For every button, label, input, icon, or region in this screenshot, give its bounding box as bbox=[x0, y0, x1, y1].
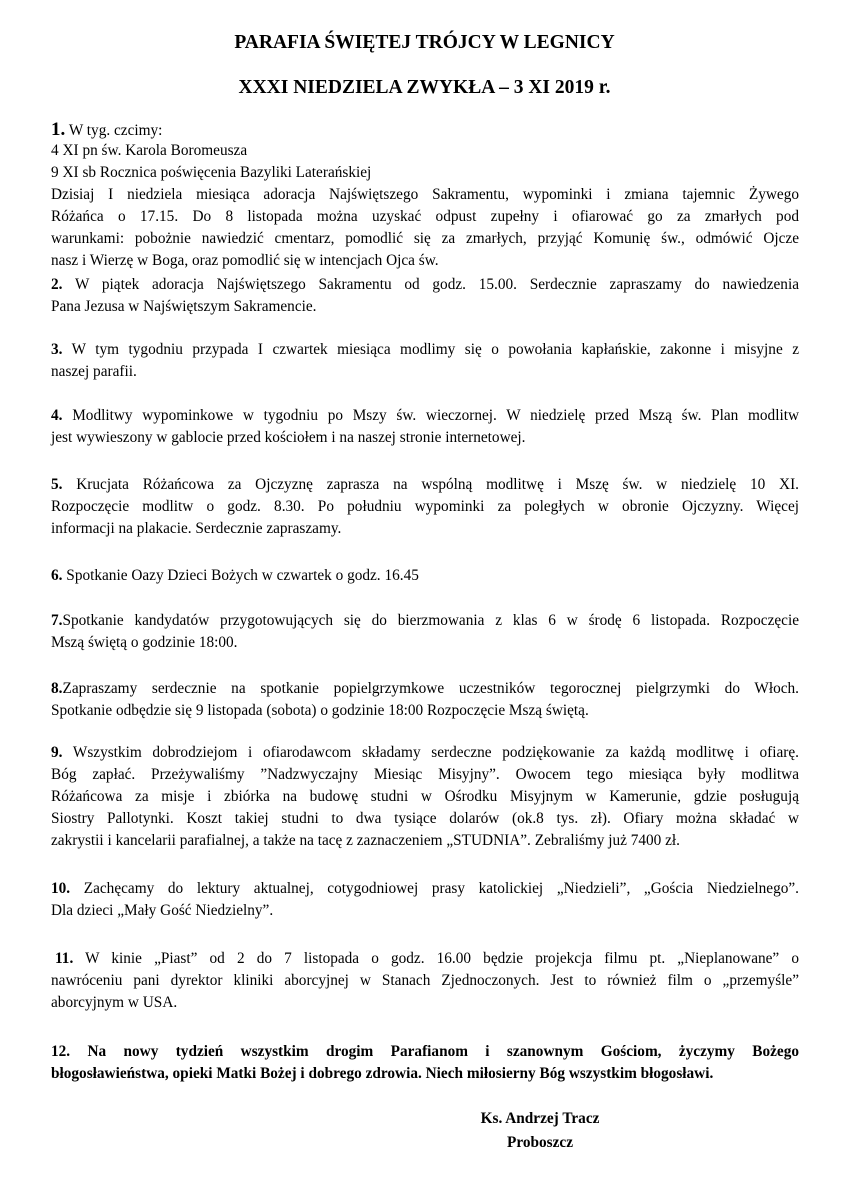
item-1-line-5: Różańca o 17.15. Do 8 listopada można uzyskać odpust zupełny i ofiarować go za zmarłych pod bbox=[51, 208, 799, 225]
signature-role: Proboszcz bbox=[507, 1134, 573, 1151]
item-number: 2. bbox=[51, 276, 63, 293]
item-6-line-1: 6. Spotkanie Oazy Dzieci Bożych w czwartek o godz. 16.45 bbox=[51, 567, 419, 584]
page-title: PARAFIA ŚWIĘTEJ TRÓJCY W LEGNICY bbox=[234, 32, 615, 53]
item-10-line-1: 10. Zachęcamy do lektury aktualnej, cotygodniowej prasy katolickiej „Niedzieli”, „Gościa Niedzielnego”. bbox=[51, 880, 799, 897]
announcement-item-11 bbox=[51, 948, 799, 1014]
announcement-item-5 bbox=[51, 474, 799, 540]
item-10-line-2: Dla dzieci „Mały Gość Niedzielny”. bbox=[51, 902, 274, 919]
item-number: 9. bbox=[51, 744, 63, 761]
announcement-item-12 bbox=[51, 1041, 799, 1085]
item-number: 12. bbox=[51, 1043, 71, 1060]
item-4-line-1: 4. Modlitwy wypominkowe w tygodniu po Mszy św. wieczornej. W niedzielę przed Mszą św. Plan modlitw bbox=[51, 407, 799, 424]
item-number: 10. bbox=[51, 880, 71, 897]
item-9-line-1: 9. Wszystkim dobrodziejom i ofiarodawcom składamy serdeczne podziękowanie za każdą modlitwę i ofiarę. bbox=[51, 744, 799, 761]
item-3-line-1: 3. W tym tygodniu przypada I czwartek miesiąca modlimy się o powołania kapłańskie, zakonne i misyjne z bbox=[51, 341, 799, 358]
item-11-line-2: nawróceniu pani dyrektor kliniki aborcyjnej w Stanach Zjednoczonych. Jest to również film o „przemyśle” bbox=[51, 972, 799, 989]
item-2-line-2: Pana Jezusa w Najświętszym Sakramencie. bbox=[51, 298, 317, 315]
item-11-line-1: 11. W kinie „Piast” od 2 do 7 listopada o godz. 16.00 będzie projekcja filmu pt. „Nieplanowane” o bbox=[55, 950, 799, 967]
item-number: 7. bbox=[51, 612, 63, 629]
item-2-line-1: 2. W piątek adoracja Najświętszego Sakramentu od godz. 15.00. Serdecznie zapraszamy do nawiedzenia bbox=[51, 276, 799, 293]
announcement-item-9 bbox=[51, 742, 799, 852]
item-number: 3. bbox=[51, 341, 63, 358]
announcement-item-8 bbox=[51, 678, 799, 722]
announcement-item-1 bbox=[51, 119, 799, 272]
item-5-line-2: Rozpoczęcie modlitw o godz. 8.30. Po południu wypominki za poległych w obronie Ojczyzny. Więcej bbox=[51, 498, 799, 515]
item-12-line-1: 12. Na nowy tydzień wszystkim drogim Parafianom i szanownym Gościom, życzymy Bożego bbox=[51, 1043, 799, 1060]
item-number: 8. bbox=[51, 680, 63, 697]
item-11-line-3: aborcyjnym w USA. bbox=[51, 994, 178, 1011]
item-5-line-3: informacji na plakacie. Serdecznie zapraszamy. bbox=[51, 520, 342, 537]
page-subtitle: XXXI NIEDZIELA ZWYKŁA – 3 XI 2019 r. bbox=[238, 77, 611, 98]
announcement-item-2 bbox=[51, 274, 799, 318]
announcement-item-6 bbox=[51, 565, 799, 587]
signature-name: Ks. Andrzej Tracz bbox=[480, 1110, 600, 1127]
item-9-line-2: Bóg zapłać. Przeżywaliśmy ”Nadzwyczajny Miesiąc Misyjny”. Owocem tego miesiąca były modlitwa bbox=[51, 766, 799, 783]
item-12-line-2: błogosławieństwa, opieki Matki Bożej i dobrego zdrowia. Niech miłosierny Bóg wszystkim błogosławi. bbox=[51, 1065, 714, 1082]
item-1-line-1: 1. W tyg. czcimy: bbox=[51, 119, 163, 140]
announcement-item-4 bbox=[51, 405, 799, 449]
item-5-line-1: 5. Krucjata Różańcowa za Ojczyznę zaprasza na wspólną modlitwę i Mszę św. w niedzielę 10 XI. bbox=[51, 476, 799, 493]
announcement-item-3 bbox=[51, 339, 799, 383]
announcement-item-10 bbox=[51, 878, 799, 922]
item-1-line-2: 4 XI pn św. Karola Boromeusza bbox=[51, 142, 248, 159]
item-7-line-2: Mszą świętą o godzinie 18:00. bbox=[51, 634, 238, 651]
item-1-line-7: nasz i Wierzę w Boga, oraz pomodlić się w intencjach Ojca św. bbox=[51, 252, 439, 269]
item-number: 6. bbox=[51, 567, 63, 584]
announcement-item-7 bbox=[51, 610, 799, 654]
item-4-line-2: jest wywieszony w gablocie przed kościołem i na naszej stronie internetowej. bbox=[51, 429, 526, 446]
item-3-line-2: naszej parafii. bbox=[51, 363, 137, 380]
item-8-line-1: 8.Zapraszamy serdecznie na spotkanie popielgrzymkowe uczestników tegorocznej pielgrzymki do Włoch. bbox=[51, 680, 799, 697]
item-number: 4. bbox=[51, 407, 63, 424]
item-7-line-1: 7.Spotkanie kandydatów przygotowujących się do bierzmowania z klas 6 w środę 6 listopada. Rozpoczęcie bbox=[51, 612, 799, 629]
item-8-line-2: Spotkanie odbędzie się 9 listopada (sobota) o godzinie 18:00 Rozpoczęcie Mszą świętą. bbox=[51, 702, 589, 719]
item-number: 11. bbox=[55, 950, 74, 967]
item-number: 5. bbox=[51, 476, 63, 493]
item-1-line-6: warunkami: pobożnie nawiedzić cmentarz, pomodlić się za zmarłych, przyjąć Komunię św., odmówić Ojcze bbox=[51, 230, 799, 247]
item-9-line-4: Siostry Pallotynki. Koszt takiej studni to dwa tysiące dolarów (ok.8 tys. zł). Ofiary można składać w bbox=[51, 810, 799, 827]
item-1-line-4: Dzisiaj I niedziela miesiąca adoracja Najświętszego Sakramentu, wypominki i zmiana tajemnic Żywego bbox=[51, 186, 799, 203]
item-9-line-5: zakrystii i kancelarii parafialnej, a także na tacę z zaznaczeniem „STUDNIA”. Zebraliśmy już 7400 zł. bbox=[51, 832, 680, 849]
item-1-line-3: 9 XI sb Rocznica poświęcenia Bazyliki Laterańskiej bbox=[51, 164, 372, 181]
item-number: 1. bbox=[51, 119, 66, 140]
item-9-line-3: Różańcowa za misje i zbiórka na budowę studni w Ośrodku Misyjnym w Kamerunie, gdzie posługują bbox=[51, 788, 799, 805]
